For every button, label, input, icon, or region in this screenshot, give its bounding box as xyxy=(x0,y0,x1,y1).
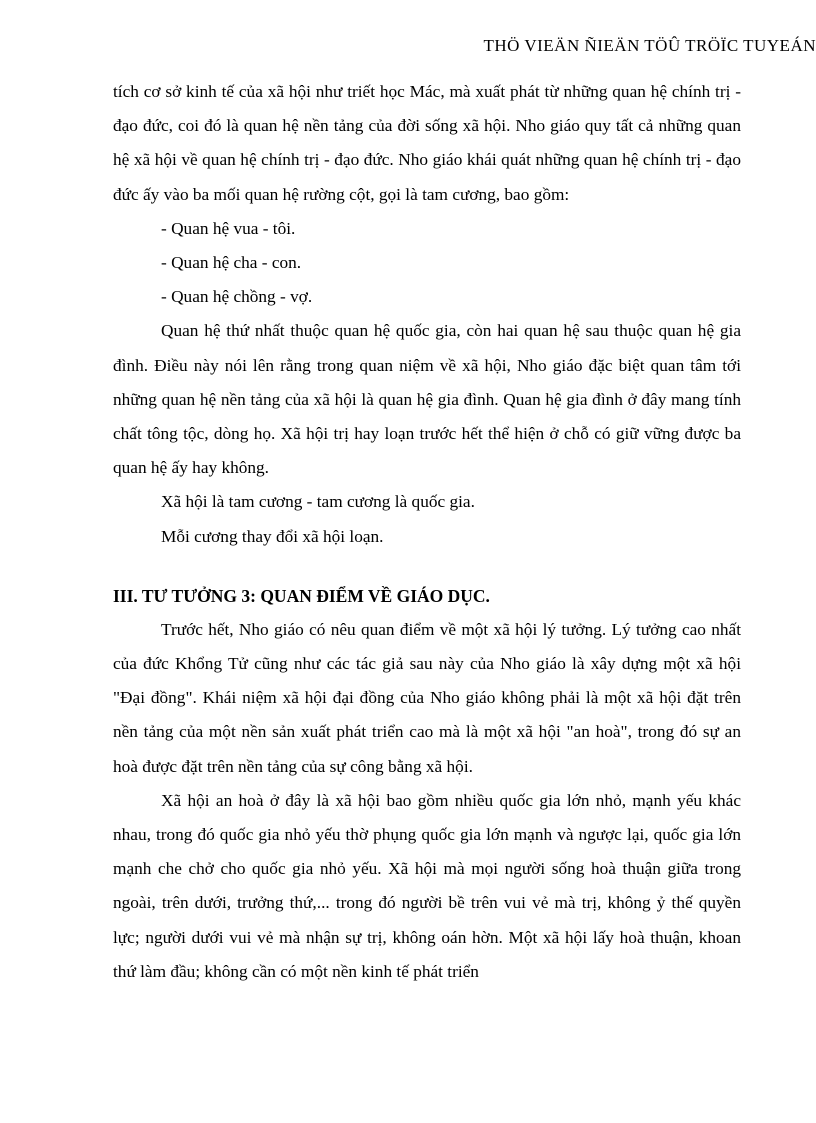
body-text xyxy=(113,75,741,989)
paragraph-moi-cuong: Mỗi cương thay đổi xã hội loạn. xyxy=(161,526,384,546)
list-item-chong-vo: - Quan hệ chồng - vợ. xyxy=(161,287,313,307)
list-item-vua-toi: - Quan hệ vua - tôi. xyxy=(161,218,296,238)
paragraph-tam-cuong-intro: tích cơ sở kinh tế của xã hội như triết học Mác, mà xuất phát từ những quan hệ chính trị - đạo đức, coi đó là quan hệ nền tảng của đời sống xã hội. Nho giáo quy tất cả những quan hệ xã hội về quan hệ chính trị - đạo đức. Nho giáo khái quát những quan hệ chính trị - đạo đức ấy vào ba mối quan hệ rường cột, gọi là tam cương, bao gồm: xyxy=(113,82,741,204)
paragraph-an-hoa: Xã hội an hoà ở đây là xã hội bao gồm nhiều quốc gia lớn nhỏ, mạnh yếu khác nhau, trong đó quốc gia nhỏ yếu thờ phụng quốc gia lớn mạnh và ngược lại, quốc gia lớn mạnh che chở cho quốc gia nhỏ yếu. Xã hội mà mọi người sống hoà thuận giữa trong ngoài, trên dưới, trưởng thứ,... trong đó người bề trên vui vẻ mà trị, không ỷ thế quyền lực; người dưới vui vẻ mà nhận sự trị, không oán hờn. Một xã hội lấy hoà thuận, khoan thứ làm đầu; không cần có một nền kinh tế phát triển xyxy=(113,790,741,981)
paragraph-dai-dong: Trước hết, Nho giáo có nêu quan điểm về một xã hội lý tưởng. Lý tưởng cao nhất của đức Khổng Tử cũng như các tác giả sau này của Nho giáo là xây dựng một xã hội "Đại đồng". Khái niệm xã hội đại đồng của Nho giáo không phải là một xã hội đặt trên nền tảng của một nền sản xuất phát triển cao mà là một xã hội "an hoà", trong đó sự an hoà được đặt trên nền tảng của sự công bằng xã hội. xyxy=(113,619,741,776)
list-item-cha-con: - Quan hệ cha - con. xyxy=(161,253,302,273)
running-header: THÖ VIEÄN ÑIEÄN TÖÛ TRÖÏC TUYEÁN xyxy=(483,36,816,55)
section-heading: III. TƯ TƯỞNG 3: QUAN ĐIỂM VỀ GIÁO DỤC. xyxy=(113,585,490,606)
paragraph-tam-cuong-quoc-gia: Xã hội là tam cương - tam cương là quốc gia. xyxy=(161,492,475,512)
paragraph-family-relations: Quan hệ thứ nhất thuộc quan hệ quốc gia, còn hai quan hệ sau thuộc quan hệ gia đình. Điều này nói lên rằng trong quan niệm về xã hội, Nho giáo đặc biệt quan tâm tới những quan hệ nền tảng của xã hội là quan hệ gia đình. Quan hệ gia đình ở đây mang tính chất tông tộc, dòng họ. Xã hội trị hay loạn trước hết thể hiện ở chỗ có giữ vững được ba quan hệ ấy hay không. xyxy=(113,321,741,478)
